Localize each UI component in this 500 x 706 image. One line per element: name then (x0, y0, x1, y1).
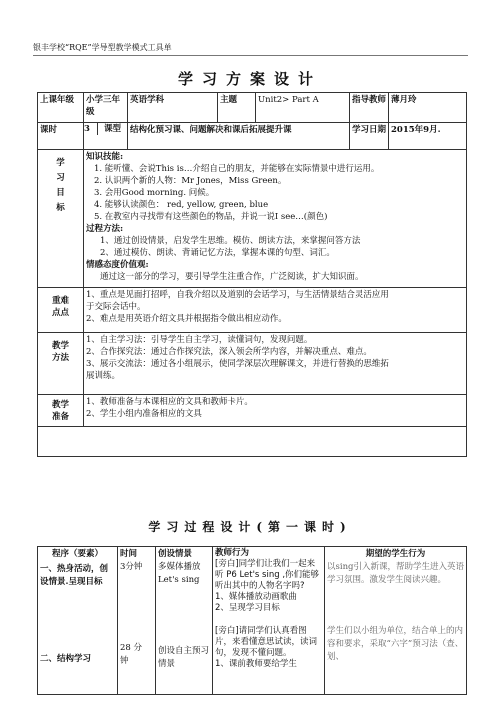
row1-scene: 多媒体播放 Let's sing (158, 562, 201, 585)
goals-label: 学习目标 (38, 150, 84, 288)
header-step: 程序（要素） (51, 549, 103, 559)
knowledge-item: 1. 能听懂、会说This is…介绍自己的朋友，并能够在实际情景中进行运用。 (94, 164, 380, 174)
process-item: 1、通过创设情景，启发学生思维。模仿、朗读方法，来掌握问答方法 (100, 236, 361, 246)
header-time: 时间 (120, 549, 138, 559)
row2-step: 二、结构学习 (40, 654, 92, 664)
goals-content (84, 150, 467, 288)
row1-teacher-step: 1、媒体播放动画歌曲 (215, 592, 297, 602)
row1-teacher-step: 2、呈现学习目标 (215, 603, 280, 613)
date-value: 2015年9月. (389, 123, 467, 150)
knowledge-item: 5. 在教室内寻找带有这些颜色的物品，并说一说I see…(颜色) (94, 212, 328, 222)
student-column (325, 547, 467, 695)
knowledge-title: 知识技能: (86, 152, 124, 162)
knowledge-item: 4. 能够认读颜色： red, yellow, green, blue (94, 200, 269, 210)
header-teacher: 教师行为 (215, 548, 250, 558)
process-table (37, 546, 467, 695)
method-item: 2、合作探究法：通过合作探究法，深入领会所学内容，并解决重点、难点。 (86, 347, 372, 357)
page-header: 银丰学校“RQE”学导型教学模式工具单 (33, 43, 172, 52)
type-num: 3 (84, 124, 90, 134)
row1-step: 一、热身活动，创设情景.呈现目标 (40, 564, 109, 587)
emotion-text: 通过这一部分的学习，要引导学生注重合作，广泛阅读，扩大知识面。 (100, 272, 364, 282)
section2-title: 学习过程设计(第一课时) (148, 520, 352, 534)
key-item: 2、难点是用英语介绍文具并根据指令做出相应动作。 (86, 314, 287, 324)
process-item: 2、通过模仿、朗读、背诵记忆方法，掌握本课的句型、词汇。 (100, 248, 335, 258)
emotion-title: 情感态度价值观: (86, 260, 149, 270)
prep-item: 2、学生小组内准备相应的文具 (86, 409, 202, 419)
row2-teacher-narration: [旁白]请同学们认真看图片，来看懂意思试读，读词句，发现不懂问题。 (215, 626, 318, 658)
prep-content (84, 395, 467, 427)
method-item: 3、展示交流法：通过各小组展示，使同学深层次理解课文，并进行替换的思维拓 (86, 359, 389, 369)
plan-table (37, 92, 467, 457)
row2-student: 学生们以小组为单位，结合单上的内容和要求，采取“六字”预习法（查、划、 (327, 626, 464, 662)
prep-label: 教学准备 (38, 395, 84, 427)
knowledge-item: 2. 认识两个新的人物：Mr Jones，Miss Green。 (94, 176, 287, 186)
prep-item: 1、教师准备与本课相应的文具和教师卡片。 (86, 397, 253, 407)
row2-time: 28 分钟 (120, 643, 143, 666)
row2-scene: 创设自主预习情景 (158, 646, 210, 669)
methods-content (84, 333, 467, 395)
type-word: 课型 (97, 123, 127, 135)
step-column (38, 547, 118, 695)
row2-teacher-step: 1、课前教师要给学生 (215, 659, 297, 669)
method-item: 展训练。 (86, 371, 121, 381)
topic-label: 主题 (218, 93, 256, 123)
section2-title-cell (38, 427, 467, 457)
teacher-value: 薄月玲 (389, 93, 467, 123)
grade-value: 小学三年级 (84, 93, 128, 123)
grade-label: 上课年级 (38, 93, 84, 123)
key-item: 1、重点是见面打招呼，自我介绍以及道别的会话学习，与生活情景结合灵活应用 (86, 290, 389, 300)
type-label: 课时 (38, 123, 84, 150)
scene-column (156, 547, 213, 695)
date-label: 学习日期 (350, 123, 389, 150)
row1-teacher-narration: [旁白]同学们让我们一起来听 P6 Let's sing ,你们能够听出其中的人物名字吗? (215, 559, 320, 591)
teacher-label: 指导教师 (350, 93, 389, 123)
method-item: 1、自主学习法：引导学生自主学习，读懂词句，发现问题。 (86, 335, 313, 345)
key-label: 重难点点 (38, 288, 84, 333)
methods-label: 教学方法 (38, 333, 84, 395)
process-title: 过程方法: (86, 224, 124, 234)
knowledge-item: 3. 会用Good morning. 问候。 (94, 188, 215, 198)
subject-value: 英语学科 (128, 93, 218, 123)
key-content (84, 288, 467, 333)
header-student: 期望的学生行为 (365, 549, 426, 559)
key-item: 于交际会话中。 (86, 302, 146, 312)
time-column (118, 547, 156, 695)
type-value: 结构化预习课、问题解决和课后拓展提升课 (128, 123, 350, 150)
header-rule (33, 55, 468, 56)
teacher-column (213, 547, 325, 695)
topic-value: Unit2> Part A (256, 93, 350, 123)
row1-student: 以sing引入新课，帮助学生进入英语学习氛围。激发学生阅读兴趣。 (327, 562, 464, 585)
row1-time: 3分钟 (120, 562, 143, 572)
page-title: 学习方案设计 (177, 70, 322, 88)
header-scene: 创设情景 (158, 549, 193, 559)
